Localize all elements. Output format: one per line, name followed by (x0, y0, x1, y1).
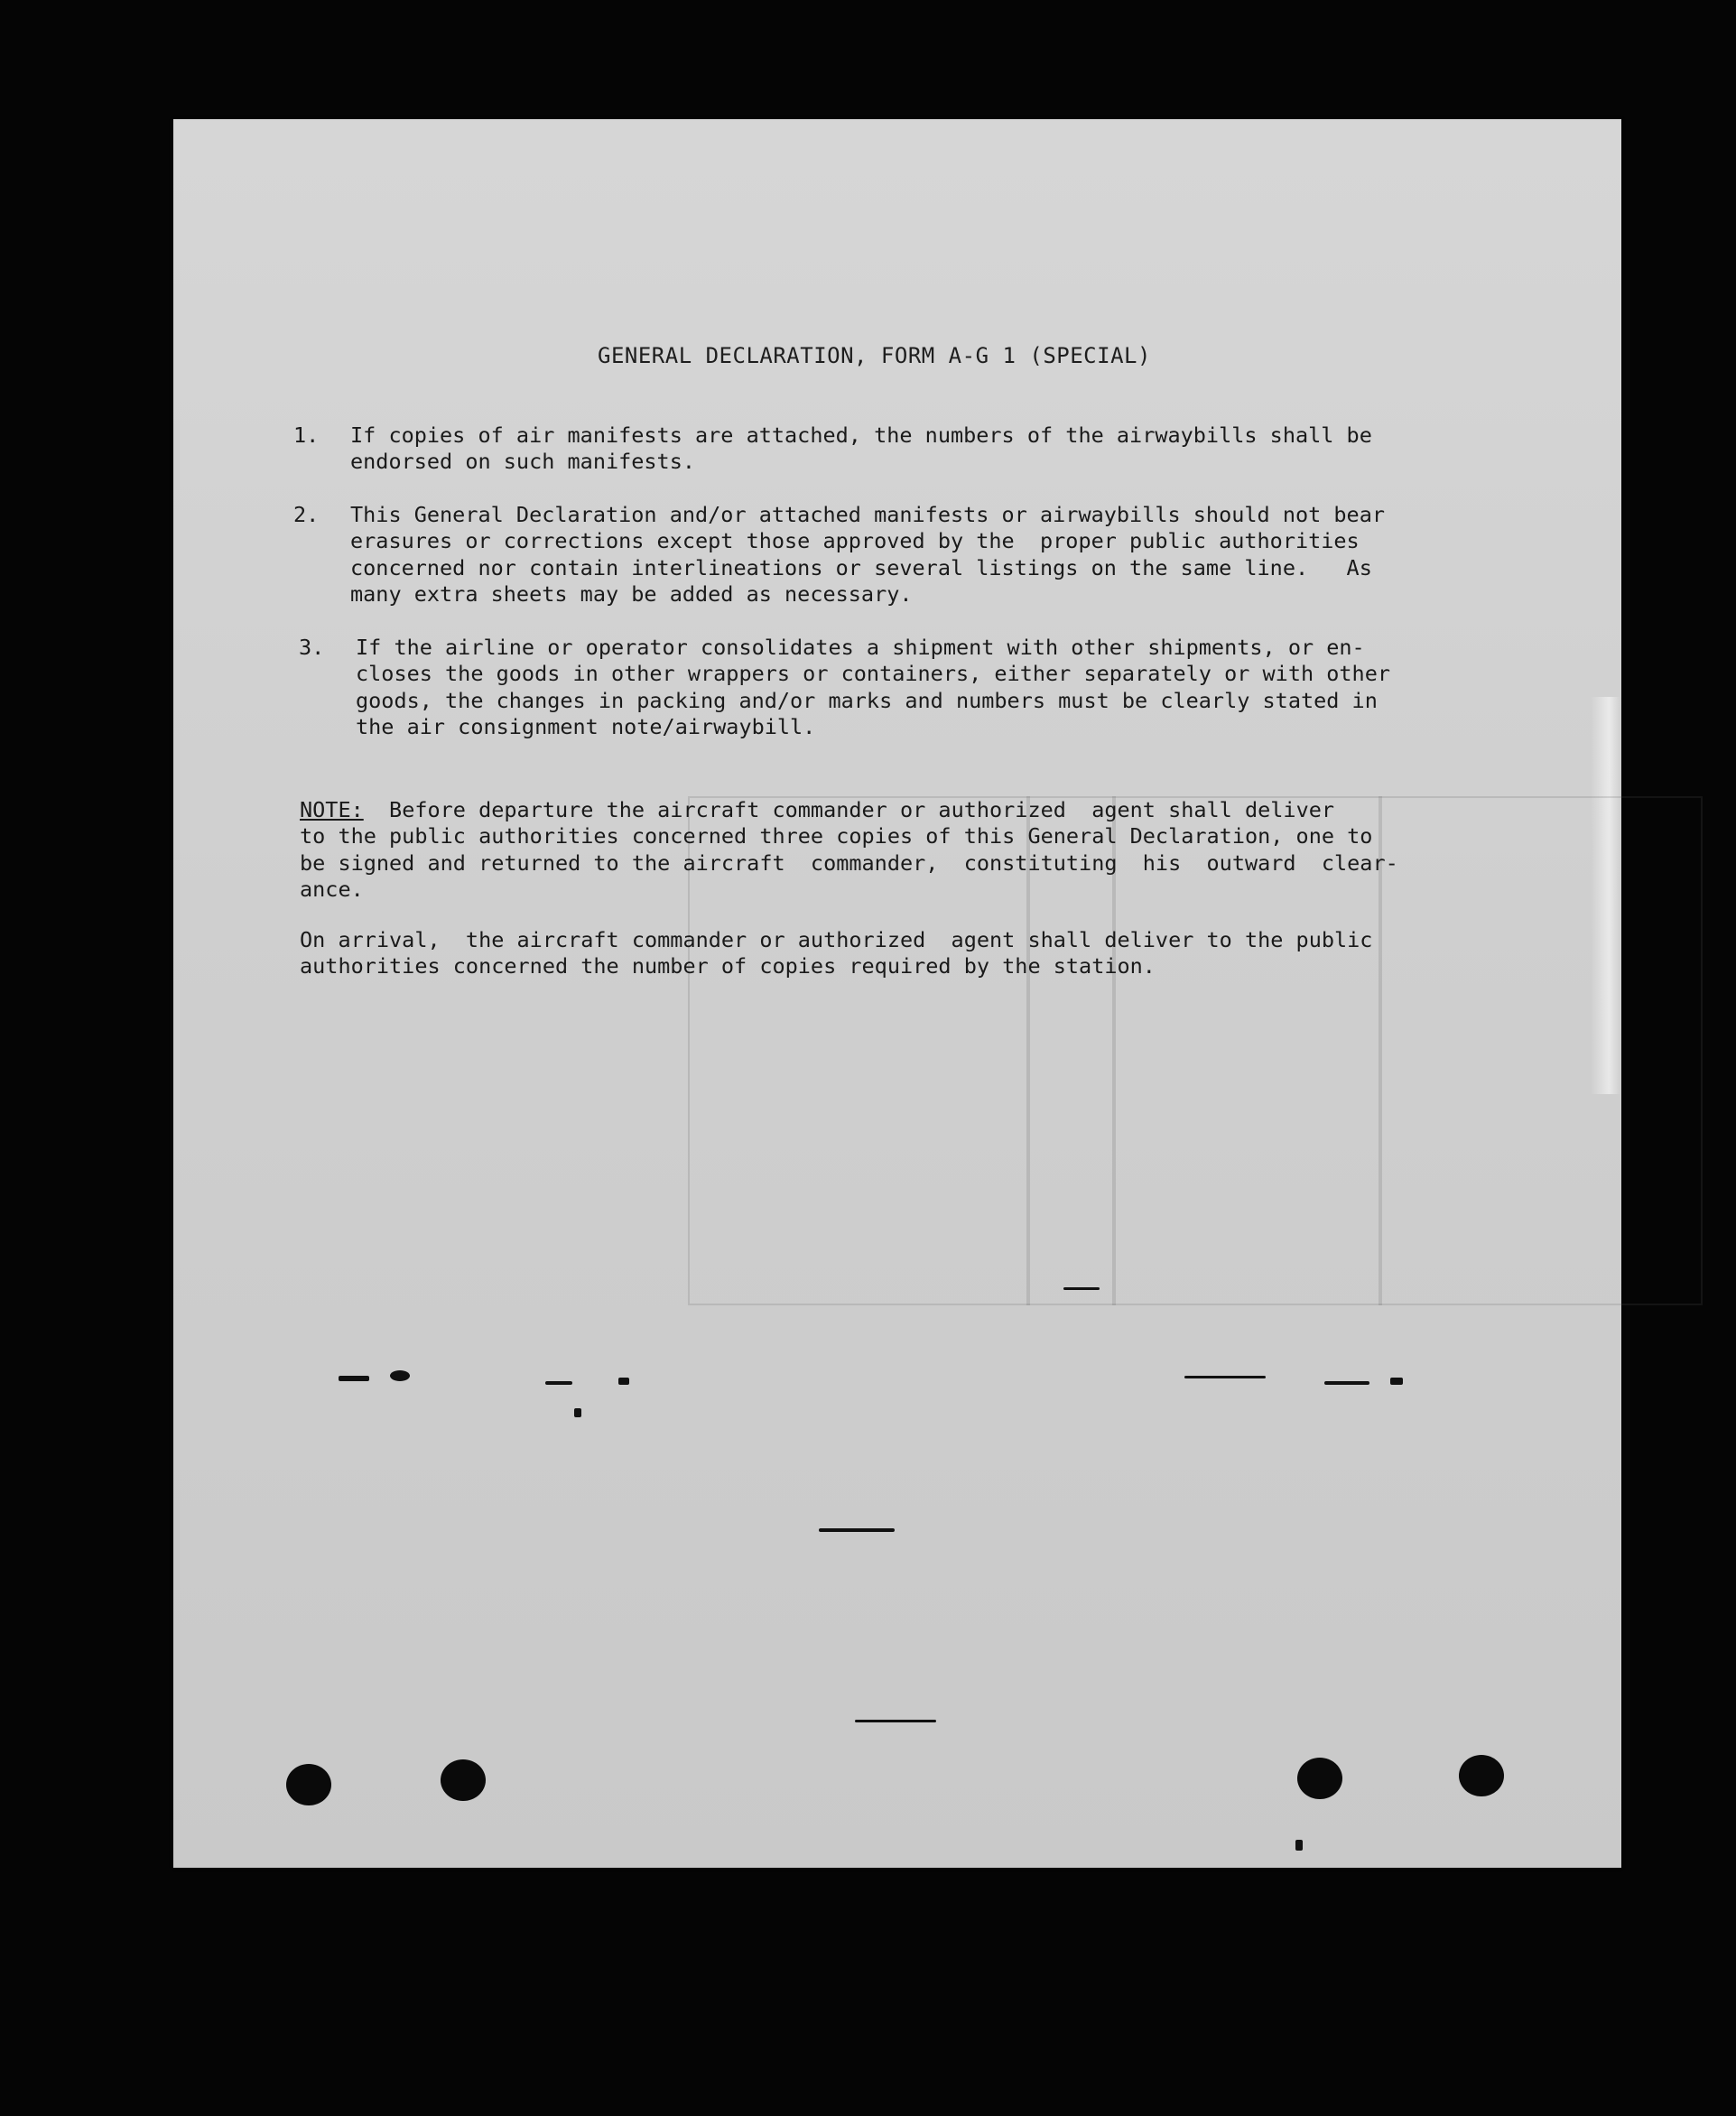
ink-speck (1063, 1287, 1100, 1290)
note-line: to the public authorities concerned three copies of this General Declaration, one to (300, 823, 1373, 849)
ink-speck (574, 1408, 581, 1417)
item-line: This General Declaration and/or attached manifests or airwaybills should not bear (350, 502, 1386, 527)
arrival-paragraph (300, 927, 1373, 1033)
item-line: the air consignment note/airwaybill. (356, 713, 816, 739)
ink-speck (855, 1720, 936, 1722)
ink-speck (339, 1376, 369, 1381)
arrival-line: On arrival, the aircraft commander or authorized agent shall deliver to the public (300, 927, 1373, 952)
item-number: 1. (293, 422, 320, 448)
note-label: NOTE: (300, 797, 364, 822)
ink-speck (545, 1381, 572, 1385)
item-line: many extra sheets may be added as necessary. (350, 580, 913, 607)
ink-speck (618, 1378, 629, 1385)
ink-speck (390, 1370, 410, 1381)
ink-speck (1324, 1381, 1369, 1385)
page-title: GENERAL DECLARATION, FORM A-G 1 (SPECIAL) (598, 343, 1151, 368)
item-line: If copies of air manifests are attached, the numbers of the airwaybills shall be (350, 422, 1372, 448)
punch-hole (1459, 1755, 1504, 1796)
item-line: If the airline or operator consolidates a shipment with other shipments, or en- (356, 635, 1365, 660)
ink-speck (1184, 1376, 1266, 1378)
item-line: goods, the changes in packing and/or marks and numbers must be clearly stated in (356, 687, 1378, 713)
punch-hole (441, 1759, 486, 1801)
item-number: 3. (299, 635, 325, 660)
note-first-line: Before departure the aircraft commander or authorized agent shall deliver (363, 797, 1335, 822)
ink-speck (819, 1528, 895, 1532)
item-line: concerned nor contain interlineations or several listings on the same line. As (350, 554, 1372, 580)
item-number: 2. (293, 502, 320, 527)
item-line: erasures or corrections except those approved by the proper public authorities (350, 528, 1360, 554)
document-page (173, 119, 1621, 1868)
note-line: be signed and returned to the aircraft commander, constituting his outward clear- (300, 849, 1398, 876)
item-line: endorsed on such manifests. (350, 449, 696, 475)
note-line: ance. (300, 876, 364, 902)
item-line: closes the goods in other wrappers or containers, either separately or with other (356, 661, 1391, 687)
ink-speck (1390, 1378, 1403, 1385)
punch-hole (286, 1764, 331, 1805)
ink-speck (1295, 1840, 1303, 1851)
arrival-line: authorities concerned the number of copies required by the station. (300, 953, 1156, 979)
punch-hole (1297, 1758, 1342, 1799)
torn-edge (1591, 697, 1621, 1094)
